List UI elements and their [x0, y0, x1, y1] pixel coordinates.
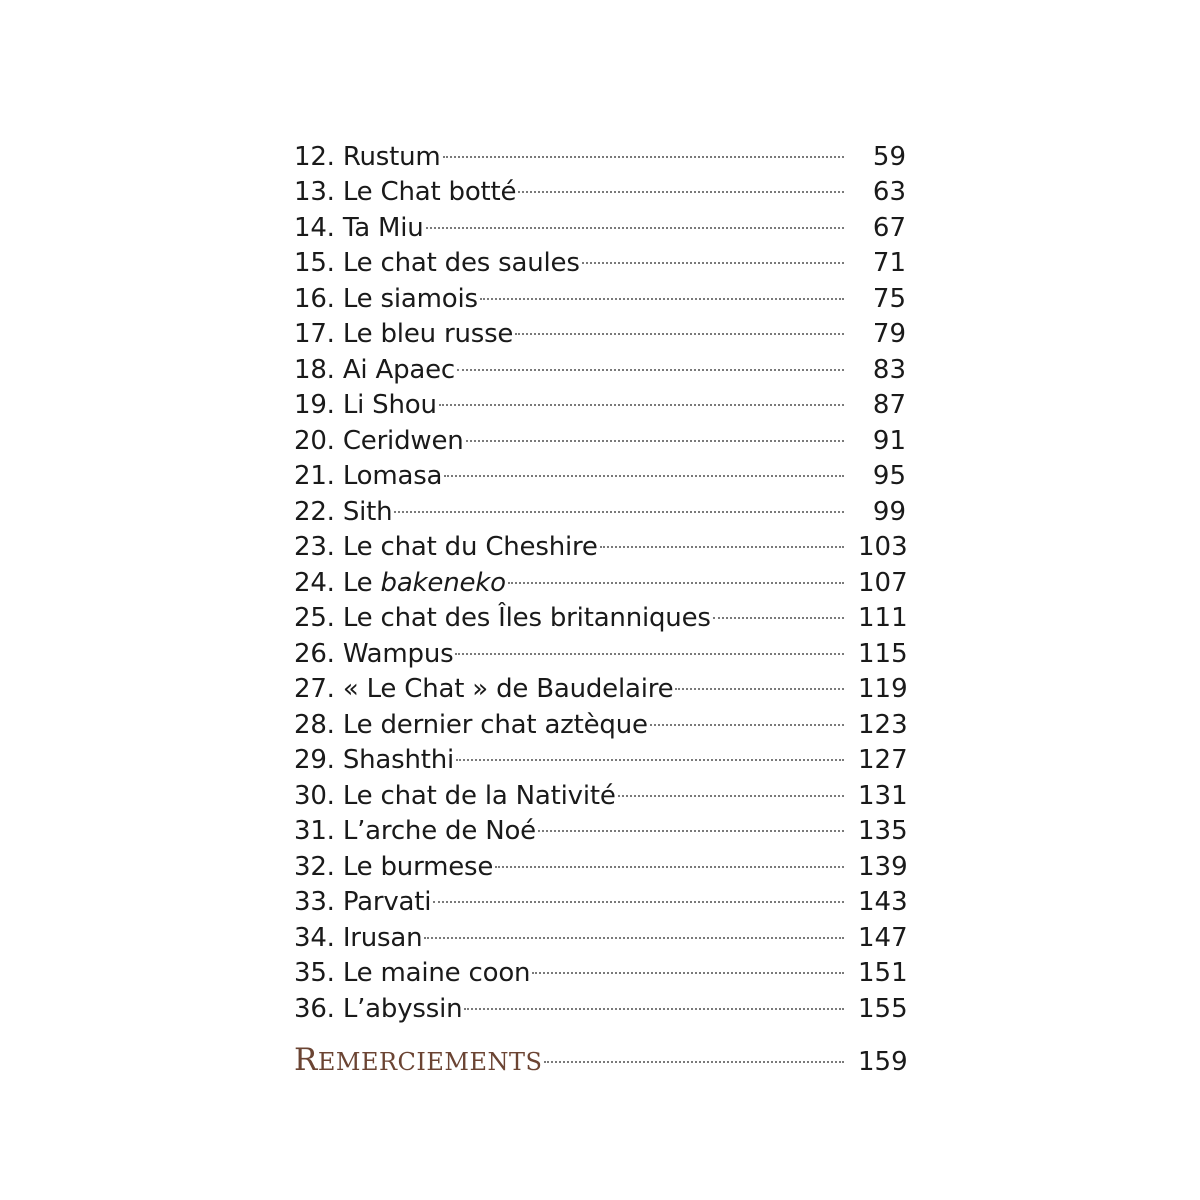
page-number: 147 — [858, 922, 908, 953]
page-number: 107 — [858, 567, 908, 598]
toc-entry-title — [294, 566, 506, 602]
toc-entry-title: 21. Lomasa — [294, 461, 443, 491]
dot-leader-wrap — [530, 946, 846, 982]
toc-entry-title: 23. Le chat du Cheshire — [294, 532, 598, 562]
dot-leader — [650, 697, 844, 733]
dot-leader-wrap — [648, 697, 846, 733]
dot-leader — [466, 413, 844, 449]
dot-leader — [456, 733, 844, 769]
remerciements-initial: R — [294, 1042, 318, 1078]
remerciements-rest: EMERCIEMENTS — [317, 1048, 543, 1076]
dot-leader — [508, 555, 844, 591]
dot-leader — [544, 1035, 844, 1071]
dot-leader-wrap — [422, 910, 846, 946]
dot-leader-wrap — [673, 662, 846, 698]
dot-leader-wrap — [478, 271, 846, 307]
page-number: 159 — [858, 1047, 908, 1077]
dot-leader — [495, 839, 844, 875]
page-number: 95 — [872, 461, 906, 491]
dot-leader-wrap — [392, 484, 846, 520]
dot-leader-wrap — [442, 449, 846, 485]
page-number: 91 — [872, 425, 906, 456]
dot-leader-wrap — [454, 733, 846, 769]
dot-leader — [518, 165, 844, 201]
dot-leader — [433, 875, 844, 911]
toc-entry-title: 17. Le bleu russe — [294, 319, 514, 349]
toc-entry-title: 20. Ceridwen — [294, 425, 464, 456]
dot-leader — [618, 768, 844, 804]
page-number: 127 — [858, 745, 908, 775]
toc-row-remerciements[interactable] — [294, 1035, 908, 1078]
toc-entry-title: 35. Le maine coon — [294, 958, 531, 988]
dot-leader — [439, 378, 844, 414]
dot-leader-wrap — [542, 1035, 846, 1071]
dot-leader-wrap — [424, 200, 846, 236]
page-number: 123 — [858, 709, 908, 740]
dot-leader — [480, 271, 844, 307]
dot-leader-wrap — [464, 413, 846, 449]
toc-entry-title: 16. Le siamois — [294, 283, 478, 314]
page-number: 139 — [858, 851, 908, 882]
dot-leader-wrap — [453, 626, 846, 662]
toc-entry-title: 32. Le burmese — [294, 851, 494, 882]
dot-leader-wrap — [616, 768, 846, 804]
page-number: 59 — [872, 141, 906, 172]
page-number: 79 — [872, 319, 906, 349]
page-number: 151 — [858, 958, 908, 988]
dot-leader-wrap — [536, 804, 846, 840]
page-number: 135 — [858, 816, 908, 846]
dot-leader — [443, 129, 844, 165]
toc-entry-title: 29. Shashthi — [294, 745, 455, 775]
table-of-contents — [294, 129, 908, 1078]
page-number: 155 — [858, 993, 908, 1024]
page-number: 87 — [872, 390, 906, 420]
toc-entry-title: 18. Ai Apaec — [294, 354, 456, 385]
dot-leader — [532, 946, 844, 982]
dot-leader-wrap — [598, 520, 846, 556]
dot-leader — [464, 981, 844, 1017]
toc-entry-title: 34. Irusan — [294, 922, 423, 953]
dot-leader-wrap — [431, 875, 846, 911]
page-number: 83 — [872, 354, 906, 385]
dot-leader — [457, 342, 844, 378]
page-number: 75 — [872, 283, 906, 314]
toc-entry-title: 25. Le chat des Îles britanniques — [294, 603, 711, 633]
dot-leader — [444, 449, 844, 485]
dot-leader — [455, 626, 844, 662]
toc-entries — [294, 129, 908, 1024]
remerciements-title — [294, 1043, 542, 1081]
dot-leader-wrap — [580, 236, 846, 272]
dot-leader-wrap — [516, 165, 846, 201]
toc-entry-title: 12. Rustum — [294, 141, 441, 172]
dot-leader-wrap — [506, 555, 846, 591]
page-number: 67 — [872, 212, 906, 243]
dot-leader — [426, 200, 844, 236]
toc-entry-title-italic: bakeneko — [380, 567, 506, 598]
page-number: 103 — [858, 532, 908, 562]
dot-leader — [538, 804, 844, 840]
toc-entry-title-prefix: 24. Le — [294, 567, 381, 598]
toc-entry-title: 19. Li Shou — [294, 390, 437, 420]
dot-leader — [394, 484, 844, 520]
dot-leader-wrap — [455, 342, 846, 378]
toc-entry-title: 14. Ta Miu — [294, 212, 424, 243]
toc-entry-title: 30. Le chat de la Nativité — [294, 780, 616, 811]
toc-entry-title: 27. « Le Chat » de Baudelaire — [294, 674, 674, 704]
page-number: 115 — [858, 638, 908, 669]
toc-entry-title: 33. Parvati — [294, 887, 432, 917]
page-number: 111 — [858, 603, 908, 633]
toc-entry-title: 26. Wampus — [294, 638, 454, 669]
dot-leader — [600, 520, 844, 556]
dot-leader — [675, 662, 844, 698]
toc-entry-title: 22. Sith — [294, 496, 393, 527]
dot-leader — [424, 910, 844, 946]
toc-entry-title: 36. L’abyssin — [294, 993, 463, 1024]
page-number: 131 — [858, 780, 908, 811]
dot-leader-wrap — [493, 839, 846, 875]
dot-leader-wrap — [441, 129, 846, 165]
page-number: 71 — [872, 248, 906, 278]
dot-leader — [582, 236, 844, 272]
page-number: 119 — [858, 674, 908, 704]
page-number: 143 — [858, 887, 908, 917]
dot-leader-wrap — [513, 307, 846, 343]
toc-row[interactable] — [294, 129, 906, 172]
dot-leader — [713, 591, 844, 627]
dot-leader-wrap — [711, 591, 846, 627]
dot-leader-wrap — [462, 981, 846, 1017]
page-number: 63 — [872, 177, 906, 207]
toc-entry-title: 13. Le Chat botté — [294, 177, 517, 207]
toc-entry-title: 28. Le dernier chat aztèque — [294, 709, 648, 740]
toc-entry-title: 31. L’arche de Noé — [294, 816, 536, 846]
dot-leader — [515, 307, 844, 343]
toc-entry-title: 15. Le chat des saules — [294, 248, 580, 278]
dot-leader-wrap — [437, 378, 846, 414]
page-number: 99 — [872, 496, 906, 527]
